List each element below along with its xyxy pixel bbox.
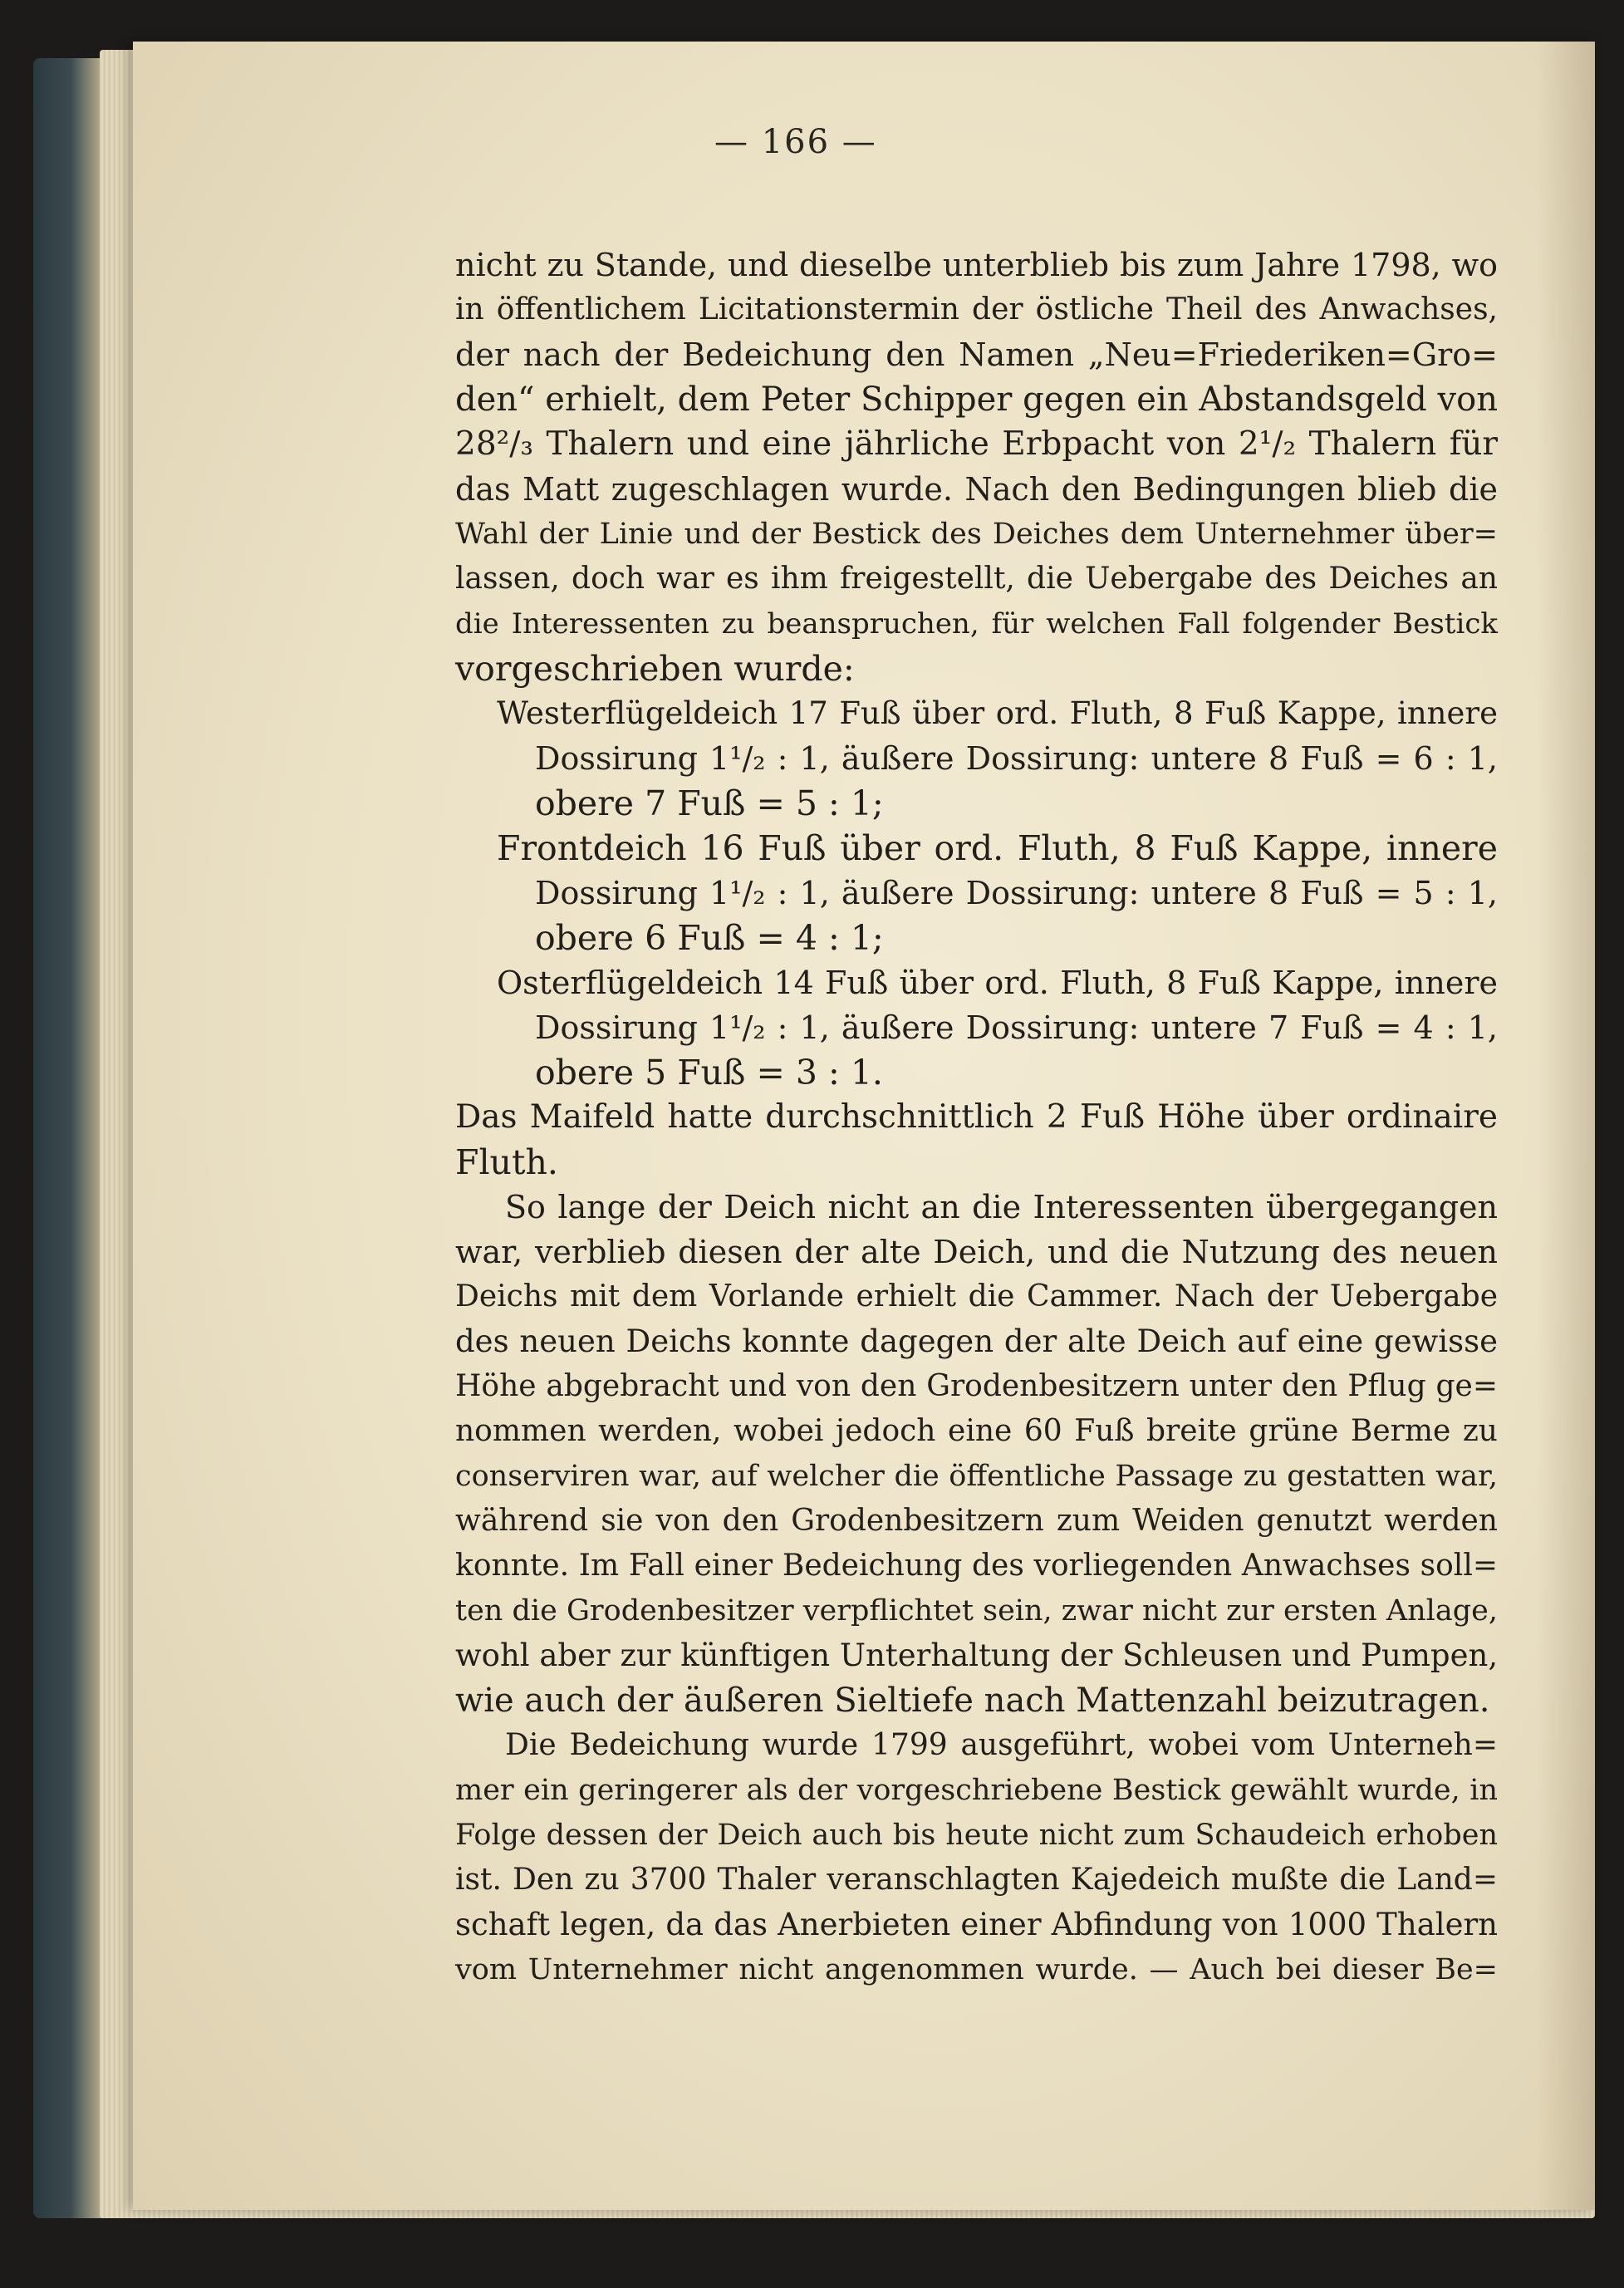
text-line: den“ erhielt, dem Peter Schipper gegen ein Abstandsgeld von: [455, 381, 1498, 419]
text-line: nicht zu Stande, und dieselbe unterblieb bis zum Jahre 1798, wo: [455, 247, 1498, 283]
text-line: während sie von den Grodenbesitzern zum Weiden genutzt werden: [455, 1504, 1498, 1538]
text-line: Höhe abgebracht und von den Grodenbesitzern unter den Pflug ge=: [455, 1369, 1498, 1403]
text-line: conserviren war, auf welcher die öffentliche Passage zu gestatten war,: [455, 1460, 1498, 1493]
text-line: Frontdeich 16 Fuß über ord. Fluth, 8 Fuß Kappe, innere: [497, 828, 1498, 868]
text-line: obere 6 Fuß = 4 : 1;: [535, 918, 884, 958]
text-line: Wahl der Linie und der Bestick des Deiches dem Unternehmer über=: [455, 518, 1498, 551]
text-line: in öffentlichem Licitationstermin der östliche Theil des Anwachses,: [455, 292, 1498, 327]
text-line: Folge dessen der Deich auch bis heute nicht zum Schaudeich erhoben: [455, 1819, 1498, 1852]
body-text: [455, 243, 1498, 1992]
text-line: Dossirung 1¹/₂ : 1, äußere Dossirung: untere 8 Fuß = 6 : 1,: [535, 740, 1498, 777]
text-line: wie auch der äußeren Sieltiefe nach Mattenzahl beizutragen.: [455, 1682, 1490, 1720]
text-line: nommen werden, wobei jedoch eine 60 Fuß breite grüne Berme zu: [455, 1414, 1498, 1448]
text-line: des neuen Deichs konnte dagegen der alte Deich auf eine gewisse: [455, 1323, 1498, 1359]
text-line: konnte. Im Fall einer Bedeichung des vorliegenden Anwachses soll=: [455, 1549, 1498, 1583]
text-line: Fluth.: [455, 1142, 558, 1182]
text-line: war, verblieb diesen der alte Deich, und die Nutzung des neuen: [455, 1234, 1498, 1270]
text-line: Das Maifeld hatte durchschnittlich 2 Fuß Höhe über ordinaire: [455, 1098, 1498, 1136]
text-line: obere 7 Fuß = 5 : 1;: [535, 783, 884, 823]
text-line: Osterflügeldeich 14 Fuß über ord. Fluth, 8 Fuß Kappe, innere: [497, 965, 1498, 1001]
text-line: ist. Den zu 3700 Thaler veranschlagten Kajedeich mußte die Land=: [455, 1863, 1498, 1897]
text-line: So lange der Deich nicht an die Interessenten übergegangen: [505, 1189, 1498, 1225]
text-line: Dossirung 1¹/₂ : 1, äußere Dossirung: untere 8 Fuß = 5 : 1,: [535, 875, 1498, 911]
text-line: ten die Grodenbesitzer verpflichtet sein, zwar nicht zur ersten Anlage,: [455, 1594, 1498, 1628]
text-line: die Interessenten zu beanspruchen, für welchen Fall folgender Bestick: [455, 607, 1498, 641]
text-line: Deichs mit dem Vorlande erhielt die Cammer. Nach der Uebergabe: [455, 1279, 1498, 1313]
text-line: Dossirung 1¹/₂ : 1, äußere Dossirung: untere 7 Fuß = 4 : 1,: [535, 1009, 1498, 1046]
text-line: schaft legen, da das Anerbieten einer Abfindung von 1000 Thalern: [455, 1907, 1498, 1942]
text-line: der nach der Bedeichung den Namen „Neu=Friederiken=Gro=: [455, 336, 1498, 373]
text-line: obere 5 Fuß = 3 : 1.: [535, 1053, 883, 1092]
text-line: mer ein geringerer als der vorgeschriebene Bestick gewählt wurde, in: [455, 1774, 1498, 1807]
page-number: — 166 —: [714, 123, 877, 161]
text-line: Westerflügeldeich 17 Fuß über ord. Fluth, 8 Fuß Kappe, innere: [497, 695, 1498, 731]
page-gutter-shade: [1537, 42, 1595, 2210]
text-line: das Matt zugeschlagen wurde. Nach den Bedingungen blieb die: [455, 471, 1498, 508]
text-line: 28²/₃ Thalern und eine jährliche Erbpacht von 2¹/₂ Thalern für: [455, 425, 1498, 463]
text-line: Die Bedeichung wurde 1799 ausgeführt, wobei vom Unterneh=: [505, 1728, 1498, 1762]
text-line: vom Unternehmer nicht angenommen wurde. — Auch bei dieser Be=: [455, 1953, 1498, 1986]
text-line: wohl aber zur künftigen Unterhaltung der Schleusen und Pumpen,: [455, 1637, 1499, 1673]
text-line: vorgeschrieben wurde:: [455, 649, 855, 689]
text-line: lassen, doch war es ihm freigestellt, die Uebergabe des Deiches an: [455, 562, 1498, 596]
